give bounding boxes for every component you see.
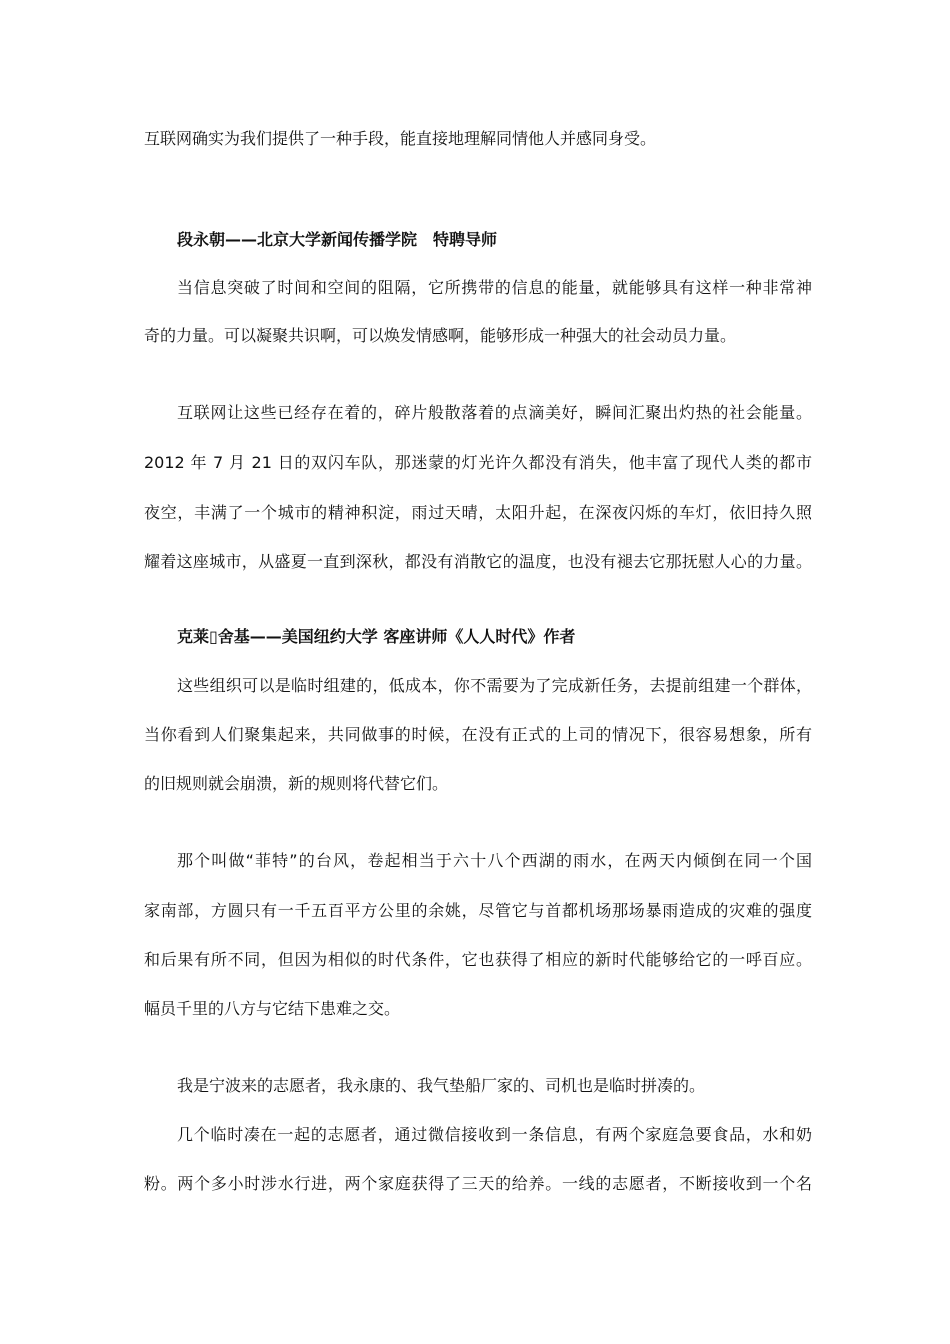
paragraph-4-line-3: 的旧规则就会崩溃，新的规则将代替它们。 [144,774,449,793]
paragraph-5-line-4: 幅员千里的八方与它结下患难之交。 [144,999,401,1018]
paragraph-2-line-1: 当信息突破了时间和空间的阻隔，它所携带的信息的能量，就能够具有这样一种非常神 [177,278,812,297]
paragraph-1-line-1: 互联网确实为我们提供了一种手段，能直接地理解同情他人并感同身受。 [144,129,657,148]
paragraph-4-line-1: 这些组织可以是临时组建的，低成本，你不需要为了完成新任务，去提前组建一个群体， [177,676,812,695]
paragraph-5-line-1: 那个叫做“菲特”的台风，卷起相当于六十八个西湖的雨水，在两天内倾倒在同一个国 [177,851,812,870]
paragraph-3-line-2: 2012 年 7 月 21 日的双闪车队，那迷蒙的灯光许久都没有消失，他丰富了现代人类的都市 [144,453,812,472]
paragraph-3-line-4: 耀着这座城市，从盛夏一直到深秋，都没有消散它的温度，也没有褪去它那抚慰人心的力量。 [144,552,812,571]
paragraph-3-line-3: 夜空，丰满了一个城市的精神积淀，雨过天晴，太阳升起，在深夜闪烁的车灯，依旧持久照 [144,503,812,522]
speaker-heading-1: 段永朝——北京大学新闻传播学院 特聘导师 [177,230,498,249]
paragraph-7-line-2: 粉。两个多小时涉水行进，两个家庭获得了三天的给养。一线的志愿者，不断接收到一个名 [144,1174,812,1193]
paragraph-3-line-1: 互联网让这些已经存在着的，碎片般散落着的点滴美好，瞬间汇聚出灼热的社会能量。 [177,403,812,422]
paragraph-5-line-2: 家南部，方圆只有一千五百平方公里的余姚，尽管它与首都机场那场暴雨造成的灾难的强度 [144,901,812,920]
speaker-heading-2: 克莱▯舍基——美国纽约大学 客座讲师《人人时代》作者 [177,627,576,646]
paragraph-6-line-1: 我是宁波来的志愿者，我永康的、我气垫船厂家的、司机也是临时拼凑的。 [177,1076,706,1095]
paragraph-2-line-2: 奇的力量。可以凝聚共识啊，可以焕发情感啊，能够形成一种强大的社会动员力量。 [144,326,737,345]
paragraph-4-line-2: 当你看到人们聚集起来，共同做事的时候，在没有正式的上司的情况下，很容易想象，所有 [144,725,812,744]
paragraph-5-line-3: 和后果有所不同，但因为相似的时代条件，它也获得了相应的新时代能够给它的一呼百应。 [144,950,812,969]
paragraph-7-line-1: 几个临时凑在一起的志愿者，通过微信接收到一条信息，有两个家庭急要食品，水和奶 [177,1125,812,1144]
